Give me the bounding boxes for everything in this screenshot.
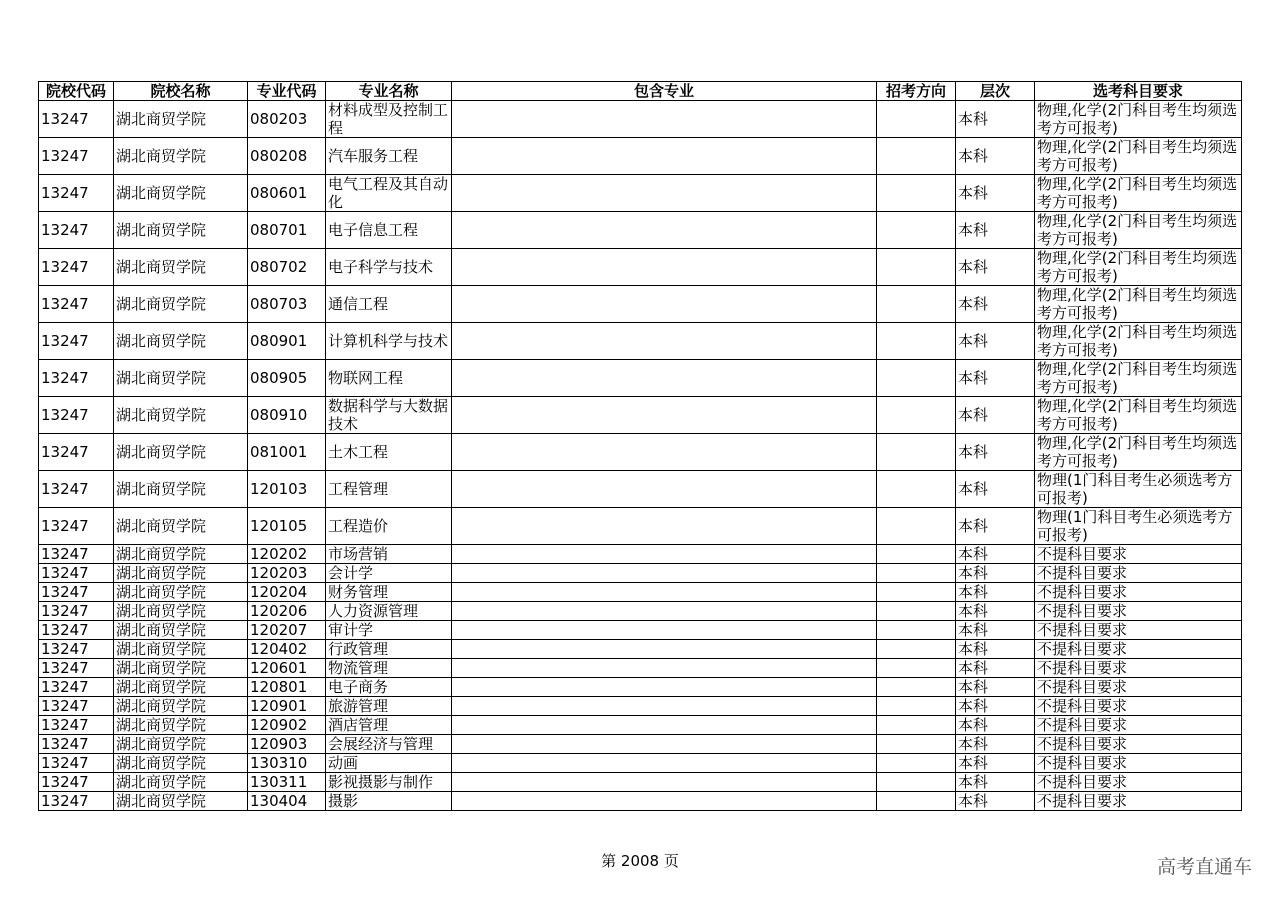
cell-school-code: 13247 (39, 286, 114, 323)
cell-major-code: 120902 (248, 716, 326, 735)
cell-direction (877, 471, 956, 508)
cell-level: 本科 (956, 583, 1035, 602)
cell-subject-requirement: 不提科目要求 (1035, 697, 1242, 716)
table-row (39, 754, 1242, 773)
cell-school-name: 湖北商贸学院 (114, 659, 248, 678)
cell-direction (877, 138, 956, 175)
cell-major-code: 120901 (248, 697, 326, 716)
cell-included-majors (452, 508, 877, 545)
cell-school-name: 湖北商贸学院 (114, 621, 248, 640)
cell-level: 本科 (956, 434, 1035, 471)
cell-included-majors (452, 602, 877, 621)
cell-level: 本科 (956, 175, 1035, 212)
header-major-name: 专业名称 (326, 82, 452, 101)
cell-major-name: 通信工程 (326, 286, 452, 323)
cell-school-name: 湖北商贸学院 (114, 434, 248, 471)
cell-school-name: 湖北商贸学院 (114, 735, 248, 754)
cell-school-name: 湖北商贸学院 (114, 101, 248, 138)
cell-level: 本科 (956, 773, 1035, 792)
cell-major-name: 影视摄影与制作 (326, 773, 452, 792)
cell-school-name: 湖北商贸学院 (114, 323, 248, 360)
cell-school-code: 13247 (39, 564, 114, 583)
cell-included-majors (452, 564, 877, 583)
cell-major-name: 物流管理 (326, 659, 452, 678)
cell-included-majors (452, 621, 877, 640)
cell-included-majors (452, 792, 877, 811)
table-body (39, 101, 1242, 811)
cell-major-code: 080701 (248, 212, 326, 249)
cell-level: 本科 (956, 602, 1035, 621)
admissions-table (38, 81, 1242, 811)
cell-school-name: 湖北商贸学院 (114, 471, 248, 508)
cell-level: 本科 (956, 564, 1035, 583)
table-row (39, 249, 1242, 286)
cell-major-code: 081001 (248, 434, 326, 471)
table-row (39, 792, 1242, 811)
cell-major-code: 080208 (248, 138, 326, 175)
cell-subject-requirement: 不提科目要求 (1035, 754, 1242, 773)
cell-major-name: 行政管理 (326, 640, 452, 659)
cell-subject-requirement: 不提科目要求 (1035, 792, 1242, 811)
table-row (39, 621, 1242, 640)
cell-school-name: 湖北商贸学院 (114, 286, 248, 323)
cell-level: 本科 (956, 101, 1035, 138)
cell-direction (877, 697, 956, 716)
cell-level: 本科 (956, 397, 1035, 434)
header-subject-requirement: 选考科目要求 (1035, 82, 1242, 101)
cell-direction (877, 175, 956, 212)
cell-direction (877, 792, 956, 811)
header-direction: 招考方向 (877, 82, 956, 101)
cell-direction (877, 545, 956, 564)
cell-subject-requirement: 不提科目要求 (1035, 583, 1242, 602)
cell-subject-requirement: 物理,化学(2门科目考生均须选考方可报考) (1035, 249, 1242, 286)
cell-school-name: 湖北商贸学院 (114, 564, 248, 583)
cell-direction (877, 508, 956, 545)
cell-major-name: 电子信息工程 (326, 212, 452, 249)
cell-school-name: 湖北商贸学院 (114, 792, 248, 811)
cell-school-code: 13247 (39, 175, 114, 212)
cell-direction (877, 583, 956, 602)
cell-major-name: 电子商务 (326, 678, 452, 697)
cell-major-code: 080910 (248, 397, 326, 434)
cell-included-majors (452, 640, 877, 659)
cell-school-name: 湖北商贸学院 (114, 754, 248, 773)
cell-school-code: 13247 (39, 678, 114, 697)
cell-school-name: 湖北商贸学院 (114, 640, 248, 659)
cell-school-code: 13247 (39, 640, 114, 659)
cell-level: 本科 (956, 508, 1035, 545)
cell-included-majors (452, 678, 877, 697)
cell-school-name: 湖北商贸学院 (114, 138, 248, 175)
cell-subject-requirement: 物理,化学(2门科目考生均须选考方可报考) (1035, 434, 1242, 471)
cell-subject-requirement: 物理,化学(2门科目考生均须选考方可报考) (1035, 175, 1242, 212)
cell-direction (877, 640, 956, 659)
cell-level: 本科 (956, 659, 1035, 678)
cell-school-code: 13247 (39, 545, 114, 564)
cell-level: 本科 (956, 716, 1035, 735)
cell-major-code: 130310 (248, 754, 326, 773)
cell-major-name: 电子科学与技术 (326, 249, 452, 286)
cell-direction (877, 101, 956, 138)
cell-school-code: 13247 (39, 138, 114, 175)
cell-school-code: 13247 (39, 397, 114, 434)
cell-subject-requirement: 不提科目要求 (1035, 773, 1242, 792)
cell-direction (877, 564, 956, 583)
cell-school-name: 湖北商贸学院 (114, 508, 248, 545)
cell-subject-requirement: 物理,化学(2门科目考生均须选考方可报考) (1035, 323, 1242, 360)
cell-included-majors (452, 249, 877, 286)
cell-major-name: 计算机科学与技术 (326, 323, 452, 360)
table-row (39, 716, 1242, 735)
cell-school-name: 湖北商贸学院 (114, 716, 248, 735)
table-row (39, 138, 1242, 175)
cell-school-code: 13247 (39, 212, 114, 249)
cell-level: 本科 (956, 249, 1035, 286)
cell-major-code: 120202 (248, 545, 326, 564)
cell-level: 本科 (956, 286, 1035, 323)
cell-major-name: 财务管理 (326, 583, 452, 602)
cell-major-code: 120206 (248, 602, 326, 621)
cell-major-name: 材料成型及控制工程 (326, 101, 452, 138)
cell-subject-requirement: 不提科目要求 (1035, 716, 1242, 735)
cell-major-code: 080901 (248, 323, 326, 360)
table-row (39, 360, 1242, 397)
cell-included-majors (452, 434, 877, 471)
cell-major-code: 120103 (248, 471, 326, 508)
cell-level: 本科 (956, 545, 1035, 564)
header-included-majors: 包含专业 (452, 82, 877, 101)
cell-subject-requirement: 物理,化学(2门科目考生均须选考方可报考) (1035, 360, 1242, 397)
cell-direction (877, 212, 956, 249)
cell-level: 本科 (956, 323, 1035, 360)
cell-major-name: 酒店管理 (326, 716, 452, 735)
cell-subject-requirement: 物理(1门科目考生必须选考方可报考) (1035, 471, 1242, 508)
cell-subject-requirement: 物理(1门科目考生必须选考方可报考) (1035, 508, 1242, 545)
cell-direction (877, 286, 956, 323)
cell-major-code: 120207 (248, 621, 326, 640)
cell-major-code: 080601 (248, 175, 326, 212)
cell-level: 本科 (956, 212, 1035, 249)
cell-major-name: 会计学 (326, 564, 452, 583)
cell-direction (877, 754, 956, 773)
cell-major-code: 080702 (248, 249, 326, 286)
cell-direction (877, 249, 956, 286)
cell-school-name: 湖北商贸学院 (114, 697, 248, 716)
cell-included-majors (452, 360, 877, 397)
cell-school-code: 13247 (39, 792, 114, 811)
cell-school-name: 湖北商贸学院 (114, 602, 248, 621)
cell-major-code: 130311 (248, 773, 326, 792)
cell-school-code: 13247 (39, 716, 114, 735)
table-row (39, 545, 1242, 564)
cell-school-code: 13247 (39, 508, 114, 545)
cell-level: 本科 (956, 792, 1035, 811)
cell-major-code: 080703 (248, 286, 326, 323)
cell-subject-requirement: 不提科目要求 (1035, 735, 1242, 754)
cell-major-name: 工程造价 (326, 508, 452, 545)
header-row (39, 82, 1242, 101)
cell-major-name: 土木工程 (326, 434, 452, 471)
cell-school-code: 13247 (39, 101, 114, 138)
cell-major-name: 工程管理 (326, 471, 452, 508)
table-row (39, 583, 1242, 602)
cell-school-code: 13247 (39, 773, 114, 792)
table-row (39, 773, 1242, 792)
cell-level: 本科 (956, 621, 1035, 640)
cell-level: 本科 (956, 640, 1035, 659)
cell-school-code: 13247 (39, 249, 114, 286)
table-row (39, 640, 1242, 659)
cell-school-name: 湖北商贸学院 (114, 545, 248, 564)
page-number: 第 2008 页 (601, 852, 679, 870)
cell-included-majors (452, 697, 877, 716)
cell-level: 本科 (956, 471, 1035, 508)
cell-included-majors (452, 659, 877, 678)
cell-major-name: 人力资源管理 (326, 602, 452, 621)
table-row (39, 323, 1242, 360)
cell-level: 本科 (956, 138, 1035, 175)
cell-subject-requirement: 不提科目要求 (1035, 564, 1242, 583)
table-row (39, 678, 1242, 697)
cell-school-code: 13247 (39, 323, 114, 360)
cell-school-name: 湖北商贸学院 (114, 212, 248, 249)
cell-school-name: 湖北商贸学院 (114, 678, 248, 697)
cell-major-code: 120105 (248, 508, 326, 545)
cell-major-code: 120801 (248, 678, 326, 697)
cell-direction (877, 323, 956, 360)
cell-included-majors (452, 286, 877, 323)
cell-included-majors (452, 323, 877, 360)
cell-included-majors (452, 138, 877, 175)
table-row (39, 101, 1242, 138)
cell-major-code: 120903 (248, 735, 326, 754)
cell-major-name: 电气工程及其自动化 (326, 175, 452, 212)
cell-major-name: 数据科学与大数据技术 (326, 397, 452, 434)
table-row (39, 659, 1242, 678)
cell-major-name: 摄影 (326, 792, 452, 811)
cell-included-majors (452, 212, 877, 249)
cell-school-name: 湖北商贸学院 (114, 397, 248, 434)
cell-included-majors (452, 545, 877, 564)
cell-level: 本科 (956, 754, 1035, 773)
cell-school-name: 湖北商贸学院 (114, 773, 248, 792)
cell-school-code: 13247 (39, 360, 114, 397)
cell-school-name: 湖北商贸学院 (114, 175, 248, 212)
table-row (39, 564, 1242, 583)
cell-major-code: 120402 (248, 640, 326, 659)
cell-subject-requirement: 不提科目要求 (1035, 602, 1242, 621)
header-major-code: 专业代码 (248, 82, 326, 101)
cell-school-code: 13247 (39, 697, 114, 716)
cell-major-name: 审计学 (326, 621, 452, 640)
cell-major-code: 130404 (248, 792, 326, 811)
cell-subject-requirement: 物理,化学(2门科目考生均须选考方可报考) (1035, 212, 1242, 249)
cell-major-name: 市场营销 (326, 545, 452, 564)
cell-school-code: 13247 (39, 621, 114, 640)
cell-major-name: 会展经济与管理 (326, 735, 452, 754)
cell-school-code: 13247 (39, 735, 114, 754)
table-row (39, 397, 1242, 434)
header-level: 层次 (956, 82, 1035, 101)
cell-major-name: 物联网工程 (326, 360, 452, 397)
cell-school-code: 13247 (39, 659, 114, 678)
cell-major-code: 080905 (248, 360, 326, 397)
cell-major-code: 120601 (248, 659, 326, 678)
cell-school-code: 13247 (39, 471, 114, 508)
cell-direction (877, 735, 956, 754)
cell-direction (877, 434, 956, 471)
cell-included-majors (452, 471, 877, 508)
cell-subject-requirement: 物理,化学(2门科目考生均须选考方可报考) (1035, 138, 1242, 175)
cell-school-code: 13247 (39, 754, 114, 773)
cell-direction (877, 659, 956, 678)
cell-included-majors (452, 754, 877, 773)
cell-direction (877, 678, 956, 697)
cell-major-code: 120204 (248, 583, 326, 602)
cell-subject-requirement: 物理,化学(2门科目考生均须选考方可报考) (1035, 101, 1242, 138)
cell-subject-requirement: 物理,化学(2门科目考生均须选考方可报考) (1035, 286, 1242, 323)
cell-level: 本科 (956, 360, 1035, 397)
header-school-code: 院校代码 (39, 82, 114, 101)
cell-subject-requirement: 不提科目要求 (1035, 678, 1242, 697)
cell-subject-requirement: 不提科目要求 (1035, 640, 1242, 659)
cell-school-name: 湖北商贸学院 (114, 249, 248, 286)
table-row (39, 697, 1242, 716)
cell-major-name: 旅游管理 (326, 697, 452, 716)
cell-major-code: 120203 (248, 564, 326, 583)
cell-level: 本科 (956, 735, 1035, 754)
cell-school-code: 13247 (39, 583, 114, 602)
cell-school-name: 湖北商贸学院 (114, 360, 248, 397)
cell-included-majors (452, 101, 877, 138)
cell-level: 本科 (956, 678, 1035, 697)
watermark-text: 高考直通车 (1156, 856, 1252, 878)
cell-direction (877, 773, 956, 792)
cell-included-majors (452, 773, 877, 792)
cell-subject-requirement: 不提科目要求 (1035, 545, 1242, 564)
cell-major-code: 080203 (248, 101, 326, 138)
cell-direction (877, 602, 956, 621)
cell-school-code: 13247 (39, 602, 114, 621)
table-row (39, 471, 1242, 508)
table-row (39, 434, 1242, 471)
cell-direction (877, 397, 956, 434)
cell-subject-requirement: 物理,化学(2门科目考生均须选考方可报考) (1035, 397, 1242, 434)
cell-major-name: 动画 (326, 754, 452, 773)
header-school-name: 院校名称 (114, 82, 248, 101)
cell-included-majors (452, 583, 877, 602)
table-row (39, 212, 1242, 249)
table-row (39, 508, 1242, 545)
cell-direction (877, 716, 956, 735)
cell-included-majors (452, 397, 877, 434)
cell-included-majors (452, 735, 877, 754)
table-row (39, 175, 1242, 212)
cell-level: 本科 (956, 697, 1035, 716)
cell-subject-requirement: 不提科目要求 (1035, 659, 1242, 678)
cell-major-name: 汽车服务工程 (326, 138, 452, 175)
table-row (39, 286, 1242, 323)
cell-school-code: 13247 (39, 434, 114, 471)
cell-included-majors (452, 175, 877, 212)
cell-direction (877, 360, 956, 397)
table-row (39, 735, 1242, 754)
cell-included-majors (452, 716, 877, 735)
cell-direction (877, 621, 956, 640)
cell-subject-requirement: 不提科目要求 (1035, 621, 1242, 640)
table-row (39, 602, 1242, 621)
cell-school-name: 湖北商贸学院 (114, 583, 248, 602)
